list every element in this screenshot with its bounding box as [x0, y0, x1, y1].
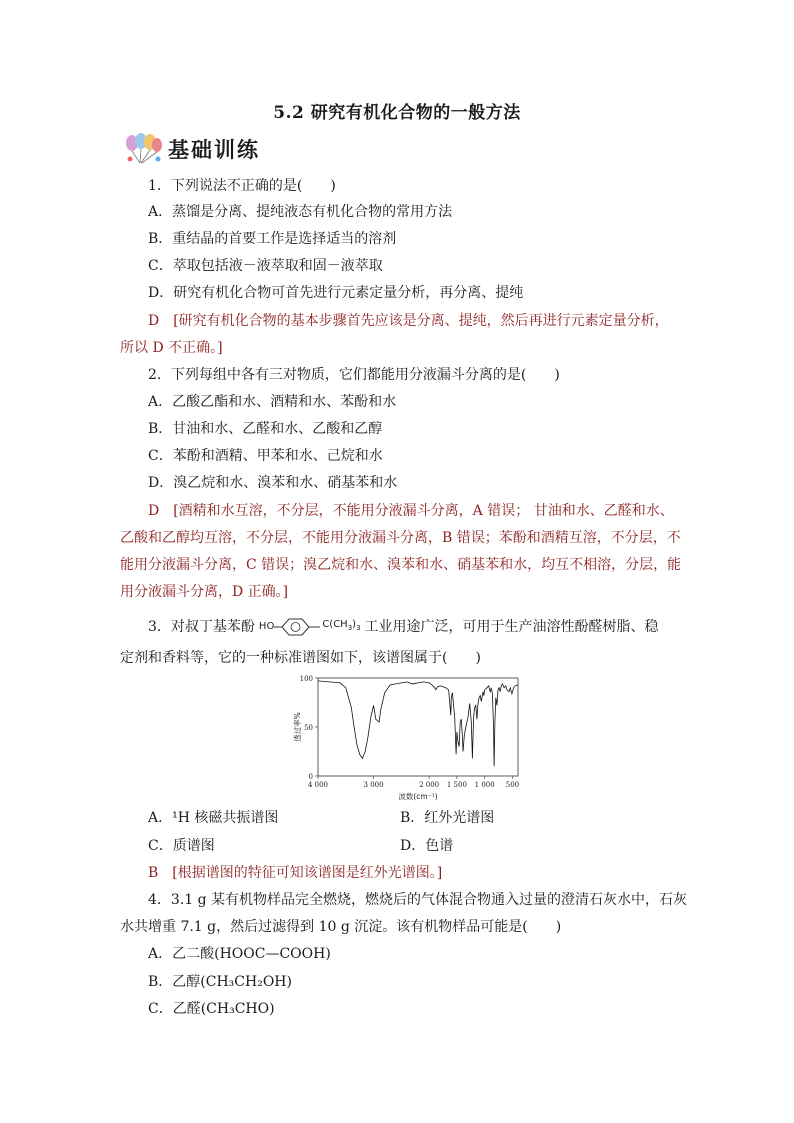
q2-answer-line-4: 用分液漏斗分离，D 正确。]	[120, 584, 289, 600]
y-axis-label: 透过率%	[293, 712, 302, 742]
q1-option-c: C．萃取包括液－液萃取和固－液萃取	[148, 258, 383, 274]
q3-option-b: B．红外光谱图	[400, 810, 495, 826]
q2-answer-line-1: D [酒精和水互溶，不分层，不能用分液漏斗分离，A 错误； 甘油和水、乙醛和水、	[148, 503, 674, 519]
q3-structure	[259, 615, 361, 638]
ir-spectrum-chart	[290, 672, 530, 802]
x-tick-label: 1 500	[446, 781, 467, 789]
q2-option-a: A．乙酸乙酯和水、酒精和水、苯酚和水	[148, 394, 397, 410]
q2-answer-line-2: 乙酸和乙醇均互溶，不分层，不能用分液漏斗分离，B 错误；苯酚和酒精互溶，不分层，不	[120, 530, 681, 546]
q3-option-a: A．¹H 核磁共振谱图	[148, 810, 279, 826]
benzene-ring-icon	[274, 616, 322, 638]
plot-frame	[318, 678, 518, 776]
q4-option-b: B．乙醇(CH₃CH₂OH)	[148, 974, 292, 990]
q4-stem-line-1: 4．3.1 g 某有机物样品完全燃烧，燃烧后的气体混合物通入过量的澄清石灰水中，石灰	[148, 892, 688, 908]
structure-sub: 3	[347, 624, 353, 632]
spectrum-series-line	[318, 681, 518, 766]
structure-sub2: 3	[356, 624, 361, 632]
q1-option-a: A．蒸馏是分离、提纯液态有机化合物的常用方法	[148, 204, 453, 220]
q1-option-d: D．研究有机化合物可首先进行元素定量分析，再分离、提纯	[148, 285, 524, 301]
y-tick-label: 100	[299, 675, 313, 683]
section-label: 基础训练	[168, 138, 260, 162]
page-title: 5.2 研究有机化合物的一般方法	[273, 103, 521, 123]
x-axis-label: 波数(cm⁻¹)	[398, 792, 438, 801]
y-tick-label: 0	[308, 773, 313, 781]
q4-option-a: A．乙二酸(HOOC—COOH)	[148, 946, 331, 962]
q2-option-d: D．溴乙烷和水、溴苯和水、硝基苯和水	[148, 475, 398, 491]
structure-c-ch: C(CH	[322, 619, 348, 630]
q1-answer-line-1: D [研究有机化合物的基本步骤首先应该是分离、提纯，然后再进行元素定量分析，	[148, 313, 669, 329]
q3-stem-pre: 3．对叔丁基苯酚	[148, 618, 255, 635]
x-tick-label: 4 000	[307, 781, 329, 789]
q3-option-d: D．色谱	[400, 838, 454, 854]
balloons-icon	[122, 133, 166, 165]
structure-close: )	[352, 619, 357, 630]
x-tick-label: 1 000	[474, 781, 495, 789]
section-header	[122, 132, 260, 166]
x-tick-label: 500	[505, 781, 520, 789]
q4-stem-line-2: 水共增重 7.1 g，然后过滤得到 10 g 沉淀。该有机物样品可能是( )	[120, 919, 562, 935]
q3-answer: B [根据谱图的特征可知该谱图是红外光谱图。]	[148, 865, 443, 881]
q3-stem	[148, 615, 659, 638]
q2-answer-line-3: 能用分液漏斗分离，C 错误；溴乙烷和水、溴苯和水、硝基苯和水，均互不相溶，分层，能	[120, 557, 682, 573]
x-tick-label: 2 000	[419, 781, 440, 789]
structure-tbutyl	[322, 615, 360, 638]
q2-option-b: B．甘油和水、乙醛和水、乙酸和乙醇	[148, 421, 383, 437]
structure-ho: HO	[258, 620, 275, 632]
q3-stem-line-2: 定剂和香料等，它的一种标准谱图如下，该谱图属于( )	[120, 650, 481, 666]
q1-answer-line-2: 所以 D 不正确。]	[120, 340, 223, 356]
y-tick-label: 50	[304, 724, 313, 732]
q1-stem: 1．下列说法不正确的是( )	[148, 178, 336, 194]
q2-stem: 2．下列每组中各有三对物质，它们都能用分液漏斗分离的是( )	[148, 367, 560, 383]
q4-option-c: C．乙醛(CH₃CHO)	[148, 1001, 275, 1017]
q2-option-c: C．苯酚和酒精、甲苯和水、己烷和水	[148, 448, 383, 464]
x-tick-label: 3 000	[363, 781, 384, 789]
q3-stem-post: 工业用途广泛，可用于生产油溶性酚醛树脂、稳	[364, 618, 659, 635]
q3-option-c: C．质谱图	[148, 838, 215, 854]
q1-option-b: B．重结晶的首要工作是选择适当的溶剂	[148, 231, 397, 247]
